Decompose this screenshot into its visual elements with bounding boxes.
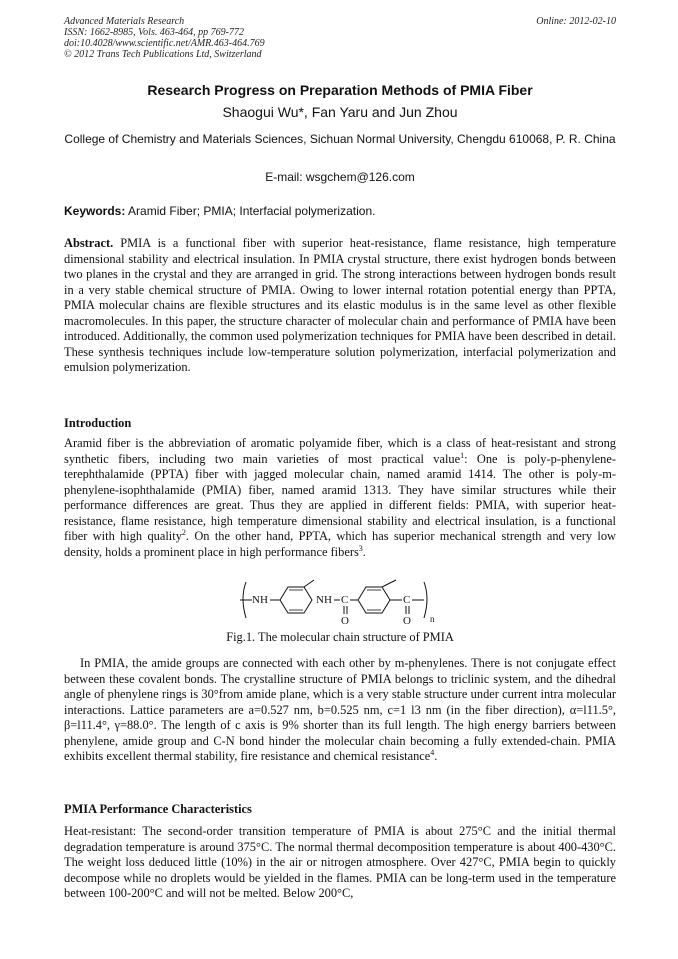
- affiliation: College of Chemistry and Materials Sciences, Sichuan Normal University, Chengdu 610068, P. R. China: [64, 132, 616, 146]
- performance-paragraph: Heat-resistant: The second-order transition temperature of PMIA is about 275°C and the initial thermal degradation temperature is around 375°C. The normal thermal decomposition temperature is about 400-430°C. The weight loss deduced little (10%) in the air or nitrogen atmosphere. Over 427°C, PMIA begin to quickly decompose while no droplets would be yielded in the flames. PMIA can be long-term used in the temperature between 100-200°C and will not be melted. Below 200°C,: [64, 824, 616, 900]
- citation-3: 3: [358, 543, 363, 553]
- structure-text-end: .: [434, 749, 438, 763]
- abstract-text: PMIA is a functional fiber with superior heat-resistance, flame resistance, high temperature dimensional stability and electrical insulation. In PMIA crystal structure, there exist hydrogen bonds between two planes in the crystal and they are arranged in grid. The strong interactions between hydrogen bonds result in a very stable chemical structure of PMIA. Owing to lower internal rotation potential energy than PPTA, PMIA molecular chains are flexible structures and its elastic modulus is in the same level as other flexible macromolecules. In this paper, the structure character of molecular chain and performance of PMIA have been introduced. Additionally, the common used polymerization techniques for PMIA have been described in detail. These synthesis techniques include low-temperature solution polymerization, interfacial polymerization and emulsion polymerization.: [64, 236, 616, 374]
- abstract: [64, 236, 616, 376]
- benzene-ring-1: [280, 587, 312, 613]
- intro-text-3: . On the other hand, PPTA, which has superior mechanical strength and very low density, holds a prominent place in high performance fibers: [64, 529, 616, 559]
- structure-paragraph: [64, 656, 616, 765]
- keywords: [64, 204, 616, 218]
- online-date: Online: 2012-02-10: [536, 16, 616, 27]
- paper-title: Research Progress on Preparation Methods of PMIA Fiber: [147, 82, 533, 98]
- author-email: E-mail: wsgchem@126.com: [265, 170, 415, 184]
- issn-line: ISSN: 1662-8985, Vols. 463-464, pp 769-772: [64, 27, 244, 38]
- citation-1: 1: [460, 450, 465, 460]
- intro-text-4: .: [362, 544, 366, 559]
- nh-label-2: NH: [316, 594, 332, 606]
- repeat-unit-n: n: [430, 614, 435, 624]
- figure-caption: Fig.1. The molecular chain structure of PMIA: [226, 630, 454, 644]
- author-list: Shaogui Wu*, Fan Yaru and Jun Zhou: [222, 104, 458, 120]
- pmia-structure-figure: [238, 578, 448, 626]
- carbonyl-c-2: C: [403, 594, 411, 606]
- carbonyl-o-2: O: [403, 615, 411, 626]
- copyright-line: © 2012 Trans Tech Publications Ltd, Switzerland: [64, 49, 262, 60]
- abstract-label: Abstract.: [64, 236, 114, 250]
- journal-name: Advanced Materials Research: [64, 16, 185, 27]
- doi-line: doi:10.4028/www.scientific.net/AMR.463-464.769: [64, 38, 265, 49]
- intro-text-1: Aramid fiber is the abbreviation of aromatic polyamide fiber, which is a class of heat-resistant and strong synthetic fibers, including two main varieties of most practical value: [64, 436, 616, 466]
- performance-heading: PMIA Performance Characteristics: [64, 802, 252, 816]
- keywords-text: Aramid Fiber; PMIA; Interfacial polymerization.: [125, 204, 376, 218]
- introduction-heading: Introduction: [64, 416, 132, 430]
- citation-4: 4: [430, 747, 435, 757]
- keywords-label: Keywords:: [64, 204, 126, 218]
- benzene-ring-2: [358, 587, 390, 613]
- carbonyl-c-1: C: [341, 594, 349, 606]
- citation-2: 2: [181, 527, 186, 537]
- intro-text-2: : One is poly-p-phenylene-terephthalamide (PPTA) fiber with jagged molecular chain, named aramid 1414. The other is poly-m-phenylene-isophthalamide (PMIA) fiber, named aramid 1313. They have similar structures while their performance differences are great. Thus they are applied in different fields: PMIA, with superior heat-resistance, flame resistance, high temperature dimensional stability and electrical insulation, is a functional fiber with high quality: [64, 451, 616, 543]
- structure-text: In PMIA, the amide groups are connected with each other by m-phenylenes. There is not conjugate effect between these covalent bonds. The crystalline structure of PMIA belongs to triclinic system, and the dihedral angle of phenylene rings is 30°from amide plane, which is a very stable structure under current intra molecular interactions. Lattice parameters are a=0.527 nm, b=0.525 nm, c=1 l3 nm (in the fiber direction), α=l11.5°, β=l11.4°, γ=88.0°. The length of c axis is 9% shorter than its full length. The high energy barriers between phenylene, amide group and C-N bond hinder the molecular chain becoming a fully extended-chain. PMIA exhibits excellent thermal stability, fire resistance and chemical resistance: [64, 656, 616, 763]
- nh-label-1: NH: [252, 594, 268, 606]
- introduction-paragraph: [64, 436, 616, 560]
- right-bracket: [424, 582, 427, 618]
- journal-header: [64, 16, 616, 60]
- carbonyl-o-1: O: [341, 615, 349, 626]
